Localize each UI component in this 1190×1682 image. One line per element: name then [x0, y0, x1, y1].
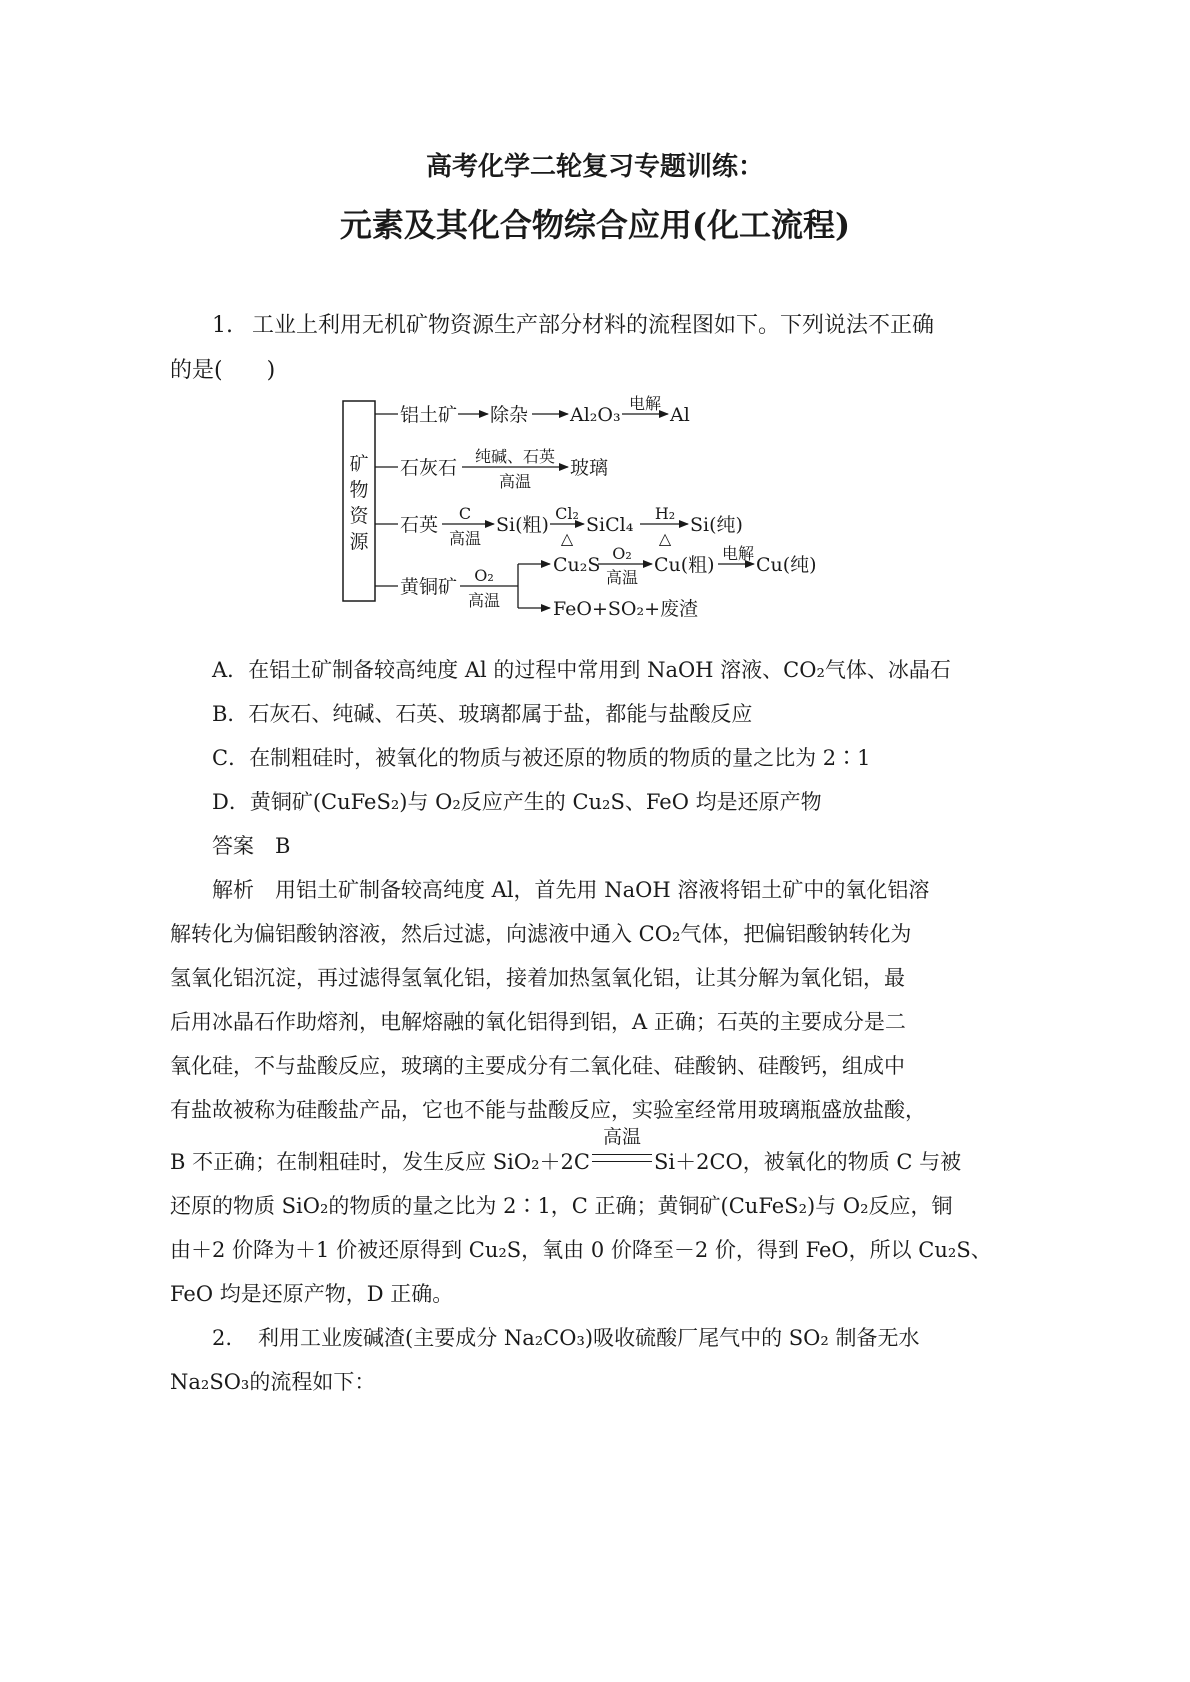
source-char-1: 矿: [349, 453, 369, 475]
q1-option-b: B．石灰石、纯碱、石英、玻璃都属于盐，都能与盐酸反应: [212, 702, 753, 726]
page-title-line2: 元素及其化合物综合应用(化工流程): [339, 206, 851, 244]
q1-option-a: A．在铝土矿制备较高纯度 Al 的过程中常用到 NaOH 溶液、CO₂气体、冰晶石: [212, 658, 951, 682]
row3-p2: SiCl₄: [586, 514, 634, 536]
row3-c1-top: C: [458, 504, 472, 523]
analysis-line7-a: B 不正确；在制粗硅时，发生反应 SiO₂＋2C: [170, 1150, 590, 1174]
analysis-line2: 解转化为偏铝酸钠溶液，然后过滤，向滤液中通入 CO₂气体，把偏铝酸钠转化为: [170, 922, 912, 946]
q1-option-c: C．在制粗硅时，被氧化的物质与被还原的物质的物质的量之比为 2∶1: [212, 746, 871, 770]
q2-number: 2.: [212, 1326, 233, 1350]
row2-cond-bottom: 高温: [498, 472, 532, 491]
row3-c1-bottom: 高温: [448, 529, 482, 548]
flow-diagram-svg: [349, 394, 920, 655]
q1-stem-line2: 的是( ): [170, 358, 276, 383]
analysis-line6: 有盐故被称为硅酸盐产品，它也不能与盐酸反应，实验室经常用玻璃瓶盛放盐酸，: [170, 1098, 926, 1122]
row4-start: 黄铜矿: [400, 576, 458, 598]
row4-p2: Cu(粗): [654, 554, 715, 576]
source-char-3: 资: [349, 505, 369, 527]
row4-c2-bottom: 高温: [605, 568, 639, 587]
row4-end: Cu(纯): [756, 554, 817, 576]
analysis-line5: 氧化硅，不与盐酸反应，玻璃的主要成分有二氧化硅、硅酸钠、硅酸钙，组成中: [170, 1054, 905, 1078]
q1-stem-line1: 工业上利用无机矿物资源生产部分材料的流程图如下。下列说法不正确: [252, 313, 935, 338]
row1-step2: Al₂O₃: [570, 404, 621, 426]
q2-stem-line2: Na₂SO₃的流程如下：: [170, 1370, 376, 1394]
analysis-line3: 氢氧化铝沉淀，再过滤得氢氧化铝，接着加热氢氧化铝，让其分解为氧化铝，最: [170, 966, 905, 990]
row3-c3-bottom: △: [658, 529, 672, 548]
row4-branch: FeO+SO₂+废渣: [553, 598, 699, 620]
row3-c2-top: Cl₂: [555, 504, 579, 523]
analysis-line9: 由＋2 价降为＋1 价被还原得到 Cu₂S，氧由 0 价降至－2 价，得到 FeO，所以 Cu₂S、: [170, 1238, 992, 1262]
row4-cond-top: O₂: [474, 566, 494, 585]
analysis-line7-b: Si＋2CO，被氧化的物质 C 与被: [654, 1150, 962, 1174]
row4-c2-top: O₂: [612, 544, 632, 563]
page-title-line1: 高考化学二轮复习专题训练：: [425, 152, 764, 182]
row1-end: Al: [670, 404, 690, 426]
row3-start: 石英: [400, 514, 439, 536]
row4-cond-bottom: 高温: [467, 591, 501, 610]
row4-c3-top: 电解: [721, 544, 755, 563]
analysis-line8: 还原的物质 SiO₂的物质的量之比为 2∶1，C 正确；黄铜矿(CuFeS₂)与 O₂反应，铜: [170, 1194, 953, 1218]
row2-cond-top: 纯碱、石英: [474, 447, 556, 466]
row3-c2-bottom: △: [560, 529, 574, 548]
row1-start: 铝土矿: [400, 404, 458, 426]
row2-end: 玻璃: [570, 457, 609, 479]
flow-diagram: [349, 394, 920, 655]
source-char-4: 源: [349, 531, 369, 553]
q1-number: 1.: [212, 313, 233, 338]
row3-end: Si(纯): [690, 514, 743, 536]
q1-option-d: D．黄铜矿(CuFeS₂)与 O₂反应产生的 Cu₂S、FeO 均是还原产物: [212, 790, 822, 814]
equals-sign: [592, 1154, 652, 1162]
analysis-line1: 解析 用铝土矿制备较高纯度 Al，首先用 NaOH 溶液将铝土矿中的氧化铝溶: [212, 878, 930, 902]
row1-cond: 电解: [628, 394, 662, 413]
row1-step1: 除杂: [490, 404, 529, 426]
row3-c3-top: H₂: [654, 504, 676, 523]
row4-p1: Cu₂S: [553, 554, 601, 576]
analysis-line10: FeO 均是还原产物，D 正确。: [170, 1282, 454, 1306]
source-box: [343, 401, 375, 601]
source-char-2: 物: [349, 479, 369, 501]
reaction-condition: 高温: [602, 1126, 641, 1148]
q1-answer: 答案 B: [212, 834, 291, 858]
row2-start: 石灰石: [400, 457, 458, 479]
analysis-line4: 后用冰晶石作助熔剂，电解熔融的氧化铝得到铝，A 正确；石英的主要成分是二: [170, 1010, 906, 1034]
q2-stem-line1: 利用工业废碱渣(主要成分 Na₂CO₃)吸收硫酸厂尾气中的 SO₂ 制备无水: [258, 1326, 920, 1350]
row3-p1: Si(粗): [496, 514, 549, 536]
